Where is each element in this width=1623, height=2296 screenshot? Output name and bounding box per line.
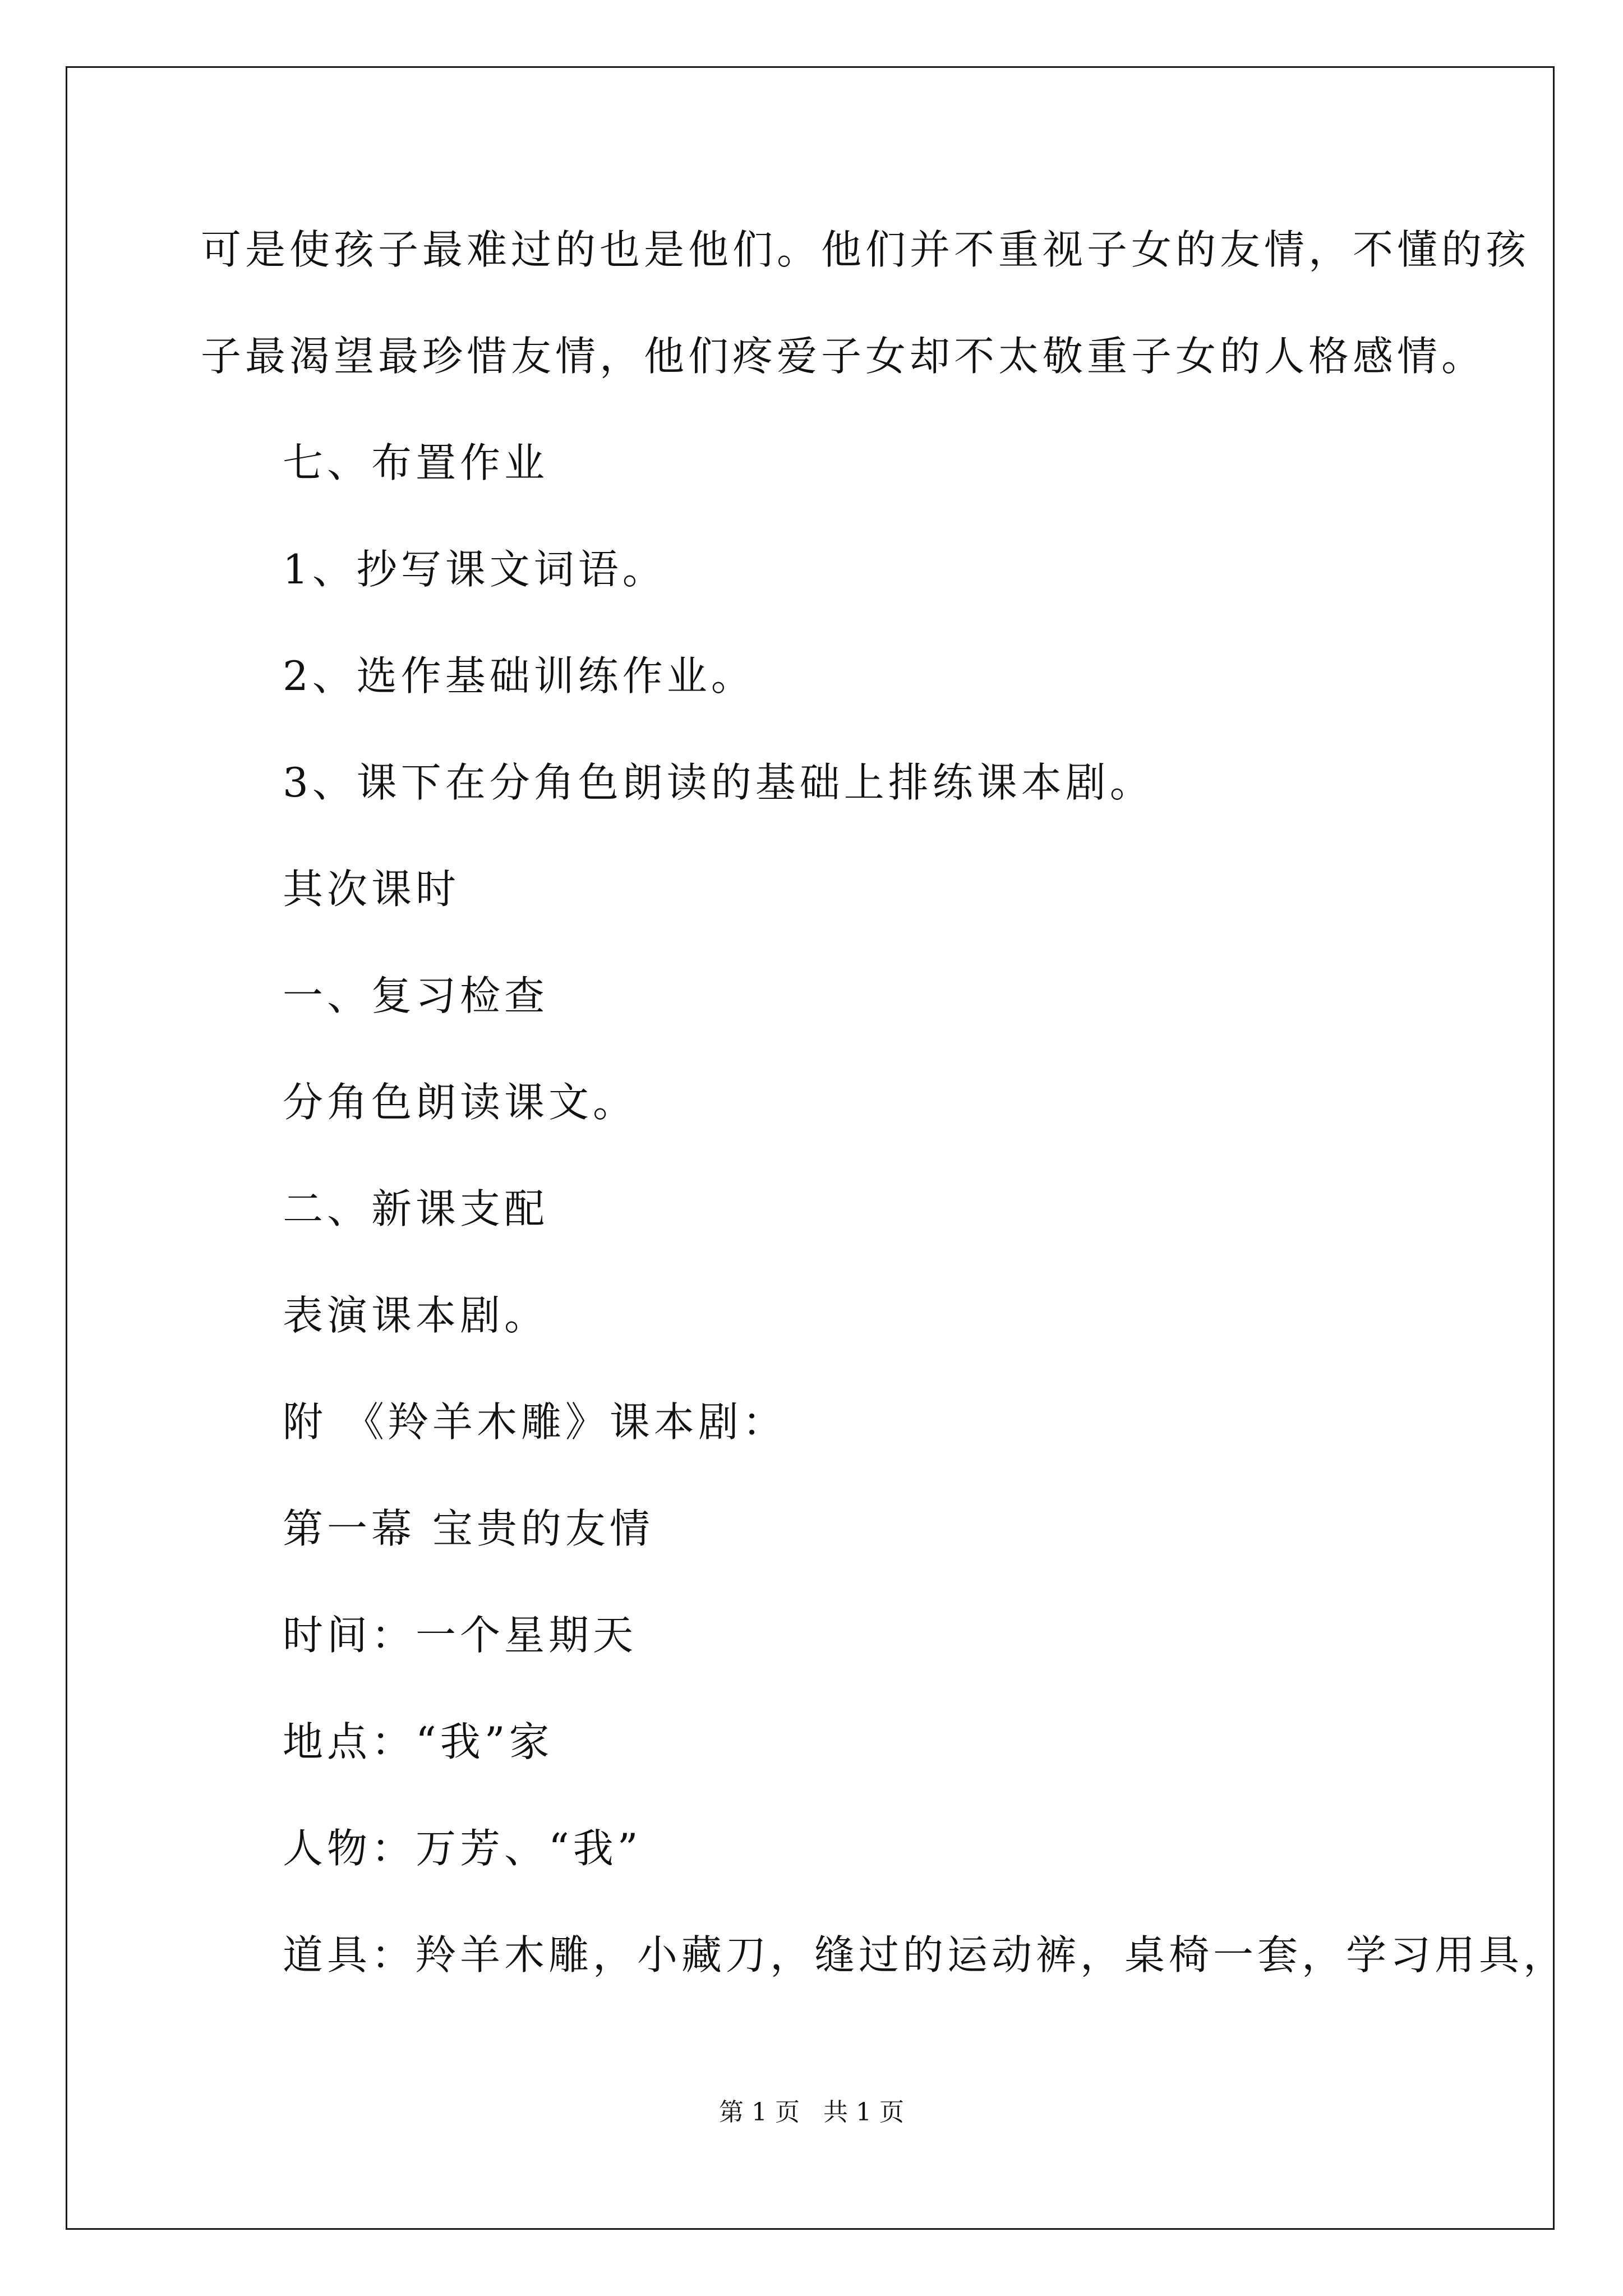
homework-item-2: 2、选作基础训练作业。 [283,652,755,700]
act-title: 第一幕 宝贵的友情 [283,1505,654,1552]
paragraph: 表演课本剧。 [283,1292,549,1339]
section-heading-new-lesson: 二、新课支配 [283,1185,549,1232]
paragraph-continuation-2: 子最渴望最珍惜友情，他们疼爱子女却不太敬重子女的人格感情。 [201,333,1486,380]
paragraph: 分角色朗读课文。 [283,1079,638,1126]
section-heading-review: 一、复习检查 [283,972,549,1019]
page-footer: 第 1 页 共 1 页 [719,2098,904,2127]
scene-props: 道具：羚羊木雕，小藏刀，缝过的运动裤，桌椅一套，学习用具， [283,1931,1568,1978]
paragraph-continuation-1: 可是使孩子最难过的也是他们。他们并不重视子女的友情，不懂的孩 [201,226,1530,273]
section-heading-homework: 七、布置作业 [283,439,549,486]
homework-item-1: 1、抄写课文词语。 [283,546,667,593]
homework-item-3: 3、课下在分角色朗读的基础上排练课本剧。 [283,759,1154,806]
lesson-heading: 其次课时 [283,866,460,913]
scene-characters: 人物：万芳、“我” [283,1825,642,1872]
scene-time: 时间：一个星期天 [283,1612,638,1659]
page-border [66,66,1555,2230]
scene-place: 地点：“我”家 [283,1718,554,1765]
appendix-title: 附 《羚羊木雕》课本剧： [283,1398,787,1446]
